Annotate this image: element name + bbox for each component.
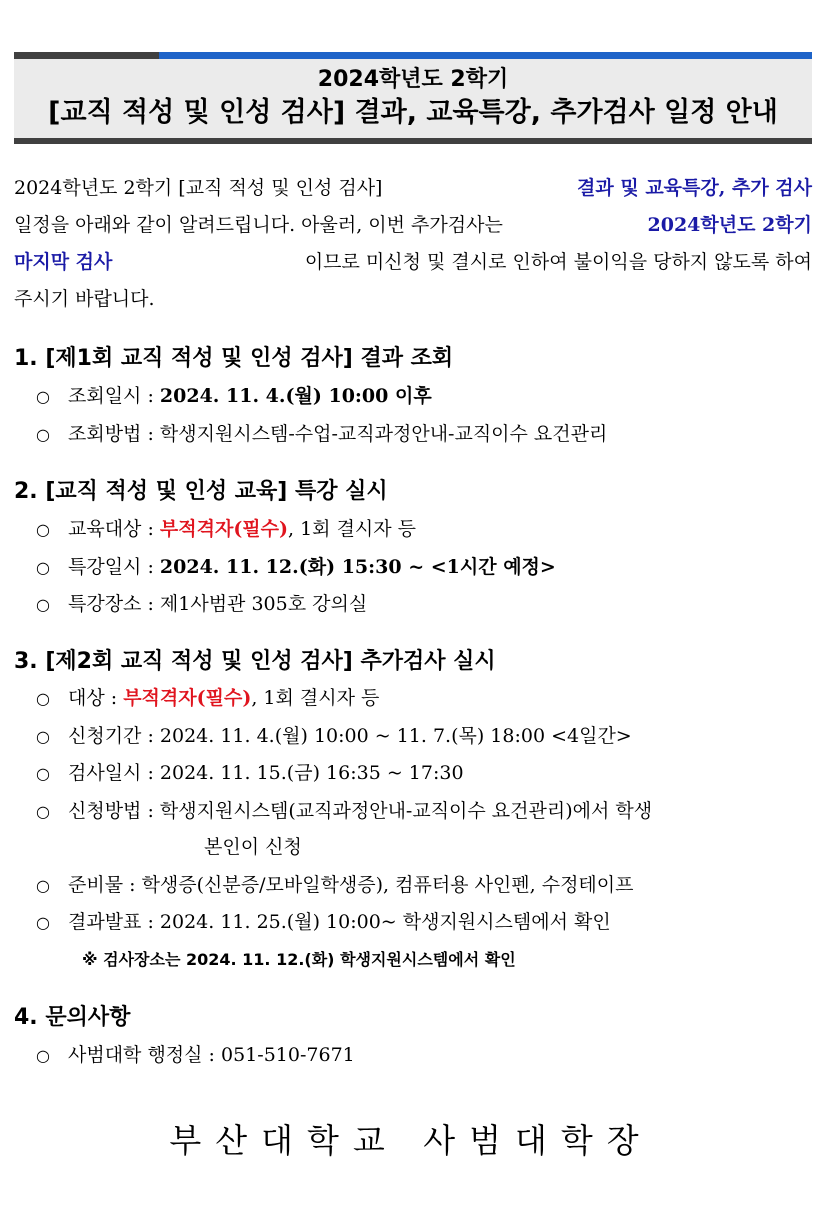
list-item: ○ 결과발표 : 2024. 11. 25.(월) 10:00~ 학생지원시스템에서 확인 [36, 911, 611, 933]
intro-paragraph [14, 170, 812, 318]
title-bottom-rule [14, 138, 812, 144]
title-box [14, 59, 812, 138]
bullet-icon: ○ [36, 727, 50, 746]
bullet-icon: ○ [36, 425, 50, 444]
section-3-title: 3. [제2회 교직 적성 및 인성 검사] 추가검사 실시 [14, 649, 496, 674]
section-2-title: 2. [교직 적성 및 인성 교육] 특강 실시 [14, 479, 388, 504]
title-line-1: 2024학년도 2학기 [317, 67, 509, 92]
list-item: ○ 신청기간 : 2024. 11. 4.(월) 10:00 ~ 11. 7.(목) 18:00 <4일간> [36, 725, 632, 747]
list-item: ○ 특강장소 : 제1사범관 305호 강의실 [36, 593, 368, 615]
list-item: ○ 특강일시 : 2024. 11. 12.(화) 15:30 ~ <1시간 예정> [36, 556, 556, 578]
bullet-icon: ○ [36, 802, 50, 821]
list-item: ○ 사범대학 행정실 : 051-510-7671 [36, 1044, 355, 1066]
bullet-icon: ○ [36, 595, 50, 614]
list-item: ○ 신청방법 : 학생지원시스템(교직과정안내-교직이수 요건관리)에서 학생 [36, 800, 653, 822]
intro-line: 일정을 아래와 같이 알려드립니다. 아울러, 이번 추가검사는 2024학년도 2학기 [14, 214, 812, 236]
list-item: ○ 교육대상 : 부적격자(필수) , 1회 결시자 등 [36, 518, 417, 540]
list-item-continuation: 본인이 신청 [204, 836, 302, 858]
bullet-icon: ○ [36, 558, 50, 577]
list-item: ○ 대상 : 부적격자(필수) , 1회 결시자 등 [36, 687, 380, 709]
section-1-title: 1. [제1회 교직 적성 및 인성 검사] 결과 조회 [14, 346, 454, 371]
intro-line: 2024학년도 2학기 [교직 적성 및 인성 검사] 결과 및 교육특강, 추가 검사 [14, 177, 812, 199]
section-4-title: 4. 문의사항 [14, 1005, 131, 1030]
list-item: ○ 검사일시 : 2024. 11. 15.(금) 16:35 ~ 17:30 [36, 762, 464, 784]
bullet-icon: ○ [36, 520, 50, 539]
exam-location-note: ※ 검사장소는 2024. 11. 12.(화) 학생지원시스템에서 확인 [82, 950, 516, 969]
bullet-icon: ○ [36, 913, 50, 932]
bullet-icon: ○ [36, 764, 50, 783]
list-item: ○ 조회일시 : 2024. 11. 4.(월) 10:00 이후 [36, 385, 432, 407]
list-item: ○ 조회방법 : 학생지원시스템-수업-교직과정안내-교직이수 요건관리 [36, 423, 608, 445]
bullet-icon: ○ [36, 387, 50, 406]
title-line-2: [교직 적성 및 인성 검사] 결과, 교육특강, 추가검사 일정 안내 [48, 97, 778, 128]
bullet-icon: ○ [36, 1046, 50, 1065]
intro-line: 마지막 검사 이므로 미신청 및 결시로 인하여 불이익을 당하지 않도록 하여 [14, 251, 812, 273]
top-color-bar [14, 52, 812, 59]
list-item: ○ 준비물 : 학생증(신분증/모바일학생증), 컴퓨터용 사인펜, 수정테이프 [36, 874, 634, 896]
bullet-icon: ○ [36, 876, 50, 895]
intro-line: 주시기 바랍니다. [14, 288, 155, 310]
signature-footer: 부산대학교 사범대학장 [169, 1121, 653, 1160]
bullet-icon: ○ [36, 689, 50, 708]
